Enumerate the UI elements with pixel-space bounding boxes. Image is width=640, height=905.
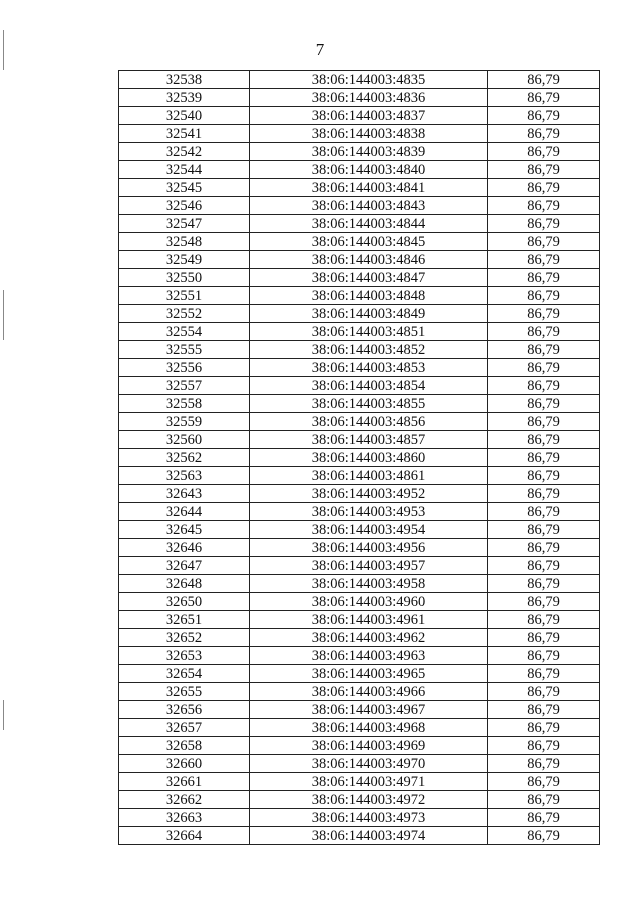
- area-cell: 86,79: [488, 143, 600, 161]
- cadastral-number-cell: 38:06:144003:4838: [250, 125, 488, 143]
- cadastral-number-cell: 38:06:144003:4849: [250, 305, 488, 323]
- area-cell: 86,79: [488, 557, 600, 575]
- cadastral-number-cell: 38:06:144003:4855: [250, 395, 488, 413]
- page-number: 7: [315, 40, 325, 59]
- plot-number-cell: 32657: [119, 719, 250, 737]
- area-cell: 86,79: [488, 377, 600, 395]
- plot-number-cell: 32552: [119, 305, 250, 323]
- area-cell: 86,79: [488, 683, 600, 701]
- plot-number-cell: 32546: [119, 197, 250, 215]
- cadastral-number-cell: 38:06:144003:4953: [250, 503, 488, 521]
- plot-number-cell: 32662: [119, 791, 250, 809]
- area-cell: 86,79: [488, 593, 600, 611]
- cadastral-number-cell: 38:06:144003:4962: [250, 629, 488, 647]
- area-cell: 86,79: [488, 629, 600, 647]
- area-cell: 86,79: [488, 665, 600, 683]
- plot-number-cell: 32541: [119, 125, 250, 143]
- table-row: [119, 395, 600, 413]
- plot-number-cell: 32562: [119, 449, 250, 467]
- plot-number-cell: 32563: [119, 467, 250, 485]
- cadastral-number-cell: 38:06:144003:4860: [250, 449, 488, 467]
- table-row: [119, 431, 600, 449]
- plot-number-cell: 32559: [119, 413, 250, 431]
- cadastral-number-cell: 38:06:144003:4836: [250, 89, 488, 107]
- table-row: [119, 341, 600, 359]
- cadastral-number-cell: 38:06:144003:4845: [250, 233, 488, 251]
- table-row: [119, 305, 600, 323]
- area-cell: 86,79: [488, 161, 600, 179]
- table-row: [119, 377, 600, 395]
- plot-number-cell: 32643: [119, 485, 250, 503]
- area-cell: 86,79: [488, 305, 600, 323]
- area-cell: 86,79: [488, 575, 600, 593]
- cadastral-number-cell: 38:06:144003:4967: [250, 701, 488, 719]
- area-cell: 86,79: [488, 233, 600, 251]
- area-cell: 86,79: [488, 467, 600, 485]
- table-row: [119, 71, 600, 89]
- plot-number-cell: 32644: [119, 503, 250, 521]
- plot-number-cell: 32547: [119, 215, 250, 233]
- plot-number-cell: 32550: [119, 269, 250, 287]
- table-row: [119, 773, 600, 791]
- table-row: [119, 449, 600, 467]
- area-cell: 86,79: [488, 359, 600, 377]
- plot-number-cell: 32544: [119, 161, 250, 179]
- plot-number-cell: 32645: [119, 521, 250, 539]
- cadastral-number-cell: 38:06:144003:4961: [250, 611, 488, 629]
- plot-number-cell: 32654: [119, 665, 250, 683]
- cadastral-number-cell: 38:06:144003:4968: [250, 719, 488, 737]
- cadastral-table: [118, 70, 600, 845]
- cadastral-number-cell: 38:06:144003:4954: [250, 521, 488, 539]
- cadastral-number-cell: 38:06:144003:4969: [250, 737, 488, 755]
- area-cell: 86,79: [488, 125, 600, 143]
- table-row: [119, 827, 600, 845]
- area-cell: 86,79: [488, 269, 600, 287]
- table-row: [119, 629, 600, 647]
- cadastral-number-cell: 38:06:144003:4853: [250, 359, 488, 377]
- plot-number-cell: 32663: [119, 809, 250, 827]
- scan-margin-mark: [3, 290, 4, 340]
- cadastral-number-cell: 38:06:144003:4854: [250, 377, 488, 395]
- plot-number-cell: 32554: [119, 323, 250, 341]
- cadastral-number-cell: 38:06:144003:4974: [250, 827, 488, 845]
- area-cell: 86,79: [488, 809, 600, 827]
- table-row: [119, 215, 600, 233]
- plot-number-cell: 32549: [119, 251, 250, 269]
- plot-number-cell: 32661: [119, 773, 250, 791]
- cadastral-number-cell: 38:06:144003:4952: [250, 485, 488, 503]
- area-cell: 86,79: [488, 323, 600, 341]
- area-cell: 86,79: [488, 71, 600, 89]
- area-cell: 86,79: [488, 287, 600, 305]
- table-row: [119, 233, 600, 251]
- plot-number-cell: 32555: [119, 341, 250, 359]
- scan-margin-mark: [3, 700, 4, 730]
- table-row: [119, 359, 600, 377]
- area-cell: 86,79: [488, 449, 600, 467]
- table-row: [119, 791, 600, 809]
- table-row: [119, 287, 600, 305]
- table-row: [119, 521, 600, 539]
- plot-number-cell: 32557: [119, 377, 250, 395]
- table-row: [119, 665, 600, 683]
- area-cell: 86,79: [488, 485, 600, 503]
- cadastral-number-cell: 38:06:144003:4965: [250, 665, 488, 683]
- area-cell: 86,79: [488, 395, 600, 413]
- plot-number-cell: 32648: [119, 575, 250, 593]
- area-cell: 86,79: [488, 773, 600, 791]
- area-cell: 86,79: [488, 827, 600, 845]
- table-row: [119, 197, 600, 215]
- plot-number-cell: 32651: [119, 611, 250, 629]
- cadastral-number-cell: 38:06:144003:4960: [250, 593, 488, 611]
- cadastral-number-cell: 38:06:144003:4956: [250, 539, 488, 557]
- plot-number-cell: 32556: [119, 359, 250, 377]
- table-row: [119, 467, 600, 485]
- cadastral-table-body: [119, 71, 600, 845]
- cadastral-number-cell: 38:06:144003:4972: [250, 791, 488, 809]
- cadastral-number-cell: 38:06:144003:4835: [250, 71, 488, 89]
- cadastral-number-cell: 38:06:144003:4861: [250, 467, 488, 485]
- cadastral-number-cell: 38:06:144003:4857: [250, 431, 488, 449]
- cadastral-number-cell: 38:06:144003:4966: [250, 683, 488, 701]
- cadastral-number-cell: 38:06:144003:4970: [250, 755, 488, 773]
- cadastral-number-cell: 38:06:144003:4957: [250, 557, 488, 575]
- cadastral-number-cell: 38:06:144003:4844: [250, 215, 488, 233]
- table-row: [119, 125, 600, 143]
- cadastral-number-cell: 38:06:144003:4848: [250, 287, 488, 305]
- area-cell: 86,79: [488, 107, 600, 125]
- plot-number-cell: 32655: [119, 683, 250, 701]
- plot-number-cell: 32658: [119, 737, 250, 755]
- area-cell: 86,79: [488, 539, 600, 557]
- table-row: [119, 719, 600, 737]
- cadastral-number-cell: 38:06:144003:4963: [250, 647, 488, 665]
- cadastral-number-cell: 38:06:144003:4843: [250, 197, 488, 215]
- table-row: [119, 647, 600, 665]
- area-cell: 86,79: [488, 521, 600, 539]
- area-cell: 86,79: [488, 197, 600, 215]
- plot-number-cell: 32551: [119, 287, 250, 305]
- table-row: [119, 809, 600, 827]
- table-row: [119, 557, 600, 575]
- table-row: [119, 323, 600, 341]
- plot-number-cell: 32545: [119, 179, 250, 197]
- plot-number-cell: 32540: [119, 107, 250, 125]
- table-row: [119, 179, 600, 197]
- area-cell: 86,79: [488, 341, 600, 359]
- table-row: [119, 161, 600, 179]
- table-row: [119, 593, 600, 611]
- area-cell: 86,79: [488, 791, 600, 809]
- plot-number-cell: 32538: [119, 71, 250, 89]
- plot-number-cell: 32660: [119, 755, 250, 773]
- plot-number-cell: 32653: [119, 647, 250, 665]
- plot-number-cell: 32650: [119, 593, 250, 611]
- plot-number-cell: 32560: [119, 431, 250, 449]
- plot-number-cell: 32646: [119, 539, 250, 557]
- area-cell: 86,79: [488, 719, 600, 737]
- table-row: [119, 503, 600, 521]
- area-cell: 86,79: [488, 701, 600, 719]
- area-cell: 86,79: [488, 179, 600, 197]
- table-row: [119, 107, 600, 125]
- plot-number-cell: 32548: [119, 233, 250, 251]
- cadastral-number-cell: 38:06:144003:4837: [250, 107, 488, 125]
- scan-margin-mark: [3, 30, 4, 70]
- plot-number-cell: 32558: [119, 395, 250, 413]
- table-row: [119, 683, 600, 701]
- cadastral-number-cell: 38:06:144003:4841: [250, 179, 488, 197]
- table-row: [119, 755, 600, 773]
- table-row: [119, 269, 600, 287]
- cadastral-number-cell: 38:06:144003:4958: [250, 575, 488, 593]
- table-row: [119, 251, 600, 269]
- cadastral-number-cell: 38:06:144003:4973: [250, 809, 488, 827]
- area-cell: 86,79: [488, 215, 600, 233]
- area-cell: 86,79: [488, 503, 600, 521]
- area-cell: 86,79: [488, 431, 600, 449]
- table-row: [119, 89, 600, 107]
- table-row: [119, 575, 600, 593]
- area-cell: 86,79: [488, 251, 600, 269]
- area-cell: 86,79: [488, 611, 600, 629]
- table-row: [119, 539, 600, 557]
- area-cell: 86,79: [488, 647, 600, 665]
- cadastral-number-cell: 38:06:144003:4856: [250, 413, 488, 431]
- area-cell: 86,79: [488, 755, 600, 773]
- cadastral-number-cell: 38:06:144003:4851: [250, 323, 488, 341]
- table-row: [119, 611, 600, 629]
- plot-number-cell: 32647: [119, 557, 250, 575]
- cadastral-number-cell: 38:06:144003:4971: [250, 773, 488, 791]
- plot-number-cell: 32652: [119, 629, 250, 647]
- cadastral-number-cell: 38:06:144003:4847: [250, 269, 488, 287]
- plot-number-cell: 32656: [119, 701, 250, 719]
- plot-number-cell: 32664: [119, 827, 250, 845]
- table-row: [119, 737, 600, 755]
- table-row: [119, 413, 600, 431]
- plot-number-cell: 32539: [119, 89, 250, 107]
- table-row: [119, 485, 600, 503]
- cadastral-number-cell: 38:06:144003:4852: [250, 341, 488, 359]
- area-cell: 86,79: [488, 413, 600, 431]
- cadastral-number-cell: 38:06:144003:4840: [250, 161, 488, 179]
- cadastral-number-cell: 38:06:144003:4846: [250, 251, 488, 269]
- area-cell: 86,79: [488, 737, 600, 755]
- plot-number-cell: 32542: [119, 143, 250, 161]
- area-cell: 86,79: [488, 89, 600, 107]
- cadastral-number-cell: 38:06:144003:4839: [250, 143, 488, 161]
- table-row: [119, 701, 600, 719]
- table-row: [119, 143, 600, 161]
